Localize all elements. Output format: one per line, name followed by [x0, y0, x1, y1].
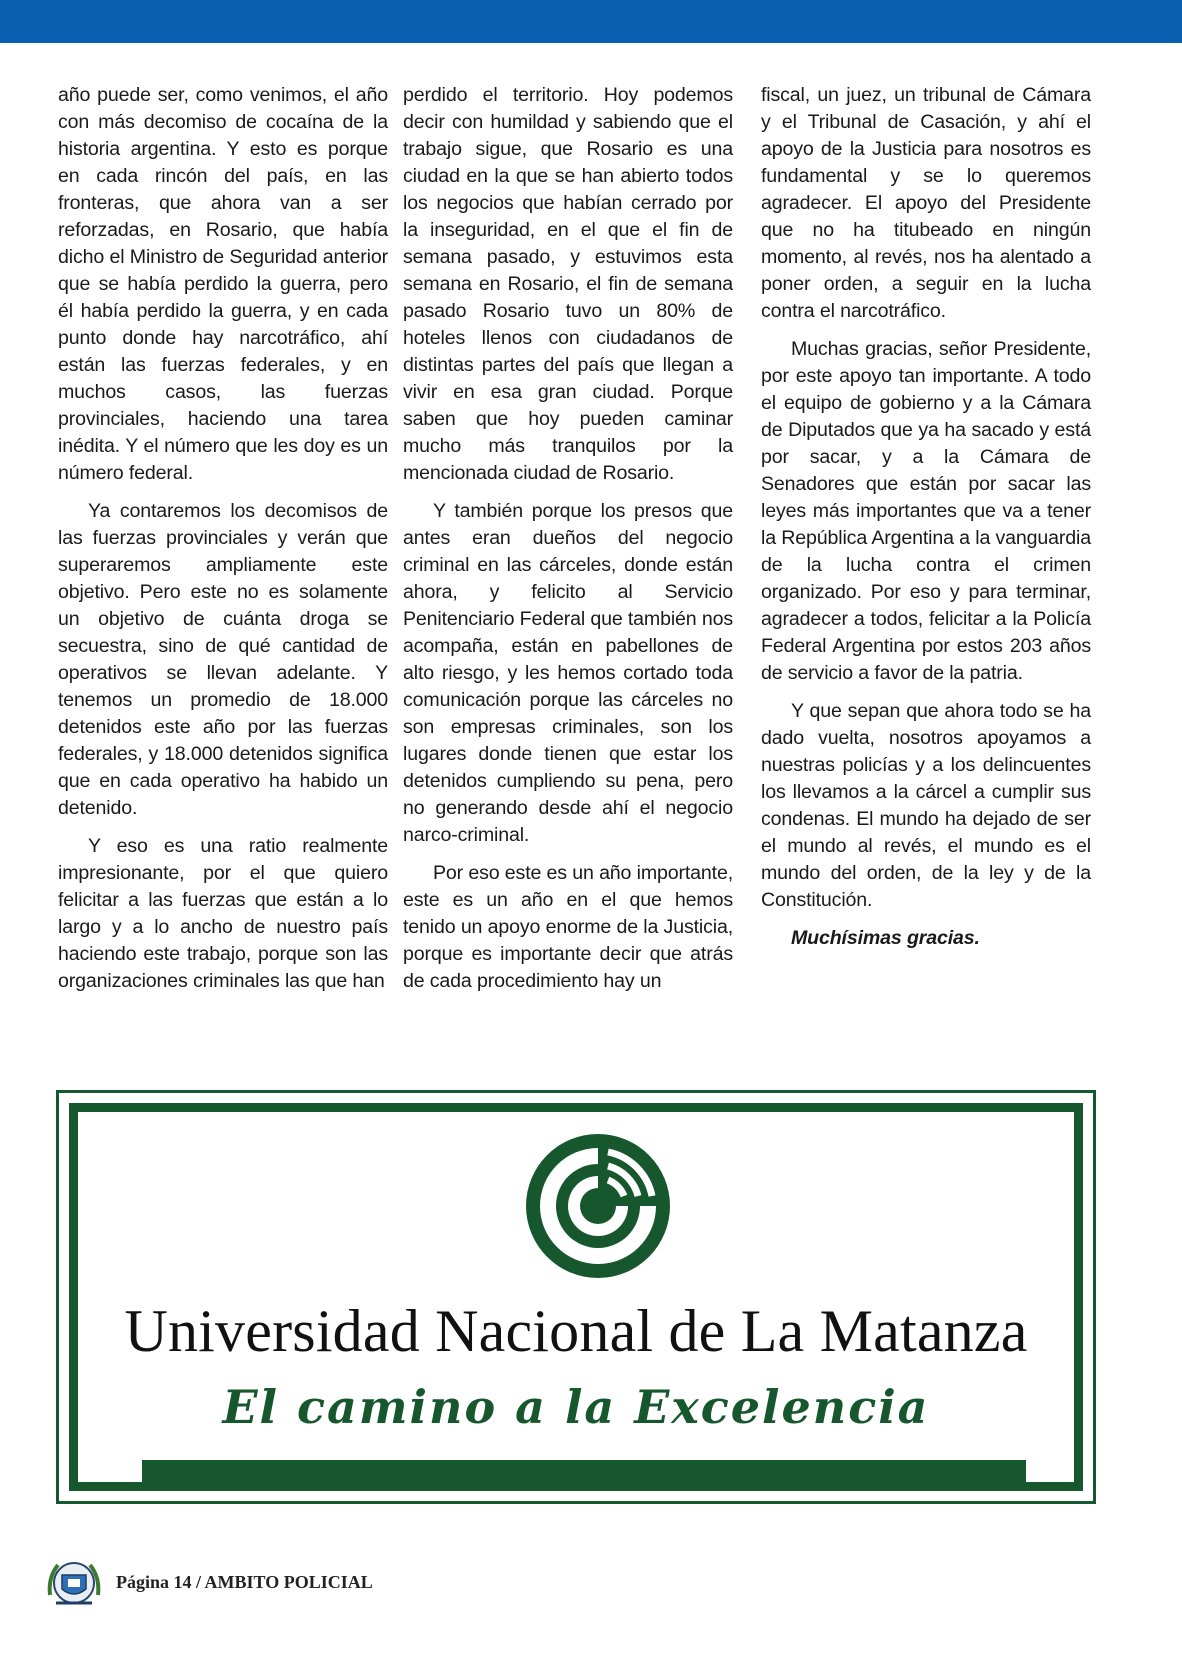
article-paragraph: fiscal, un juez, un tribunal de Cámara y el Tribunal de Casación, y ahí el apoyo de la Justicia para nosotros es fundamental y se lo queremos agradecer. El apoyo del Presidente que no ha titubeado en ningún momento, al revés, nos ha alentado a poner orden, a seguir en la lucha contra el narcotráfico. — [761, 84, 1091, 322]
ambito-policial-emblem-icon — [44, 1555, 104, 1611]
page-number-label: Página 14 / AMBITO POLICIAL — [116, 1572, 373, 1592]
top-blue-bar — [0, 0, 1182, 43]
article-paragraph: Y que sepan que ahora todo se ha dado vuelta, nosotros apoyamos a nuestras policías y a los delincuentes los llevamos a la cárcel a cumplir sus condenas. El mundo ha dejado de ser el mundo al revés, el mundo es el mundo del orden, de la ley y de la Constitución. — [761, 700, 1091, 911]
closing-signature: Muchísimas gracias. — [791, 927, 980, 949]
article-paragraph: Y también porque los presos que antes eran dueños del negocio criminal en las cárceles, donde están ahora, y felicito al Servicio Penitenciario Federal que también nos acompaña, están en pabellones de alto riesgo, y les hemos cortado toda comunicación porque las cárceles no son empresas criminales, son los lugares donde tienen que estar los detenidos cumpliendo su pena, pero no generando desde ahí el negocio narco-criminal. — [403, 500, 733, 846]
page-footer — [44, 1555, 444, 1611]
article-paragraph: Por eso este es un año importante, este es un año en el que hemos tenido un apoyo enorme de la Justicia, porque es importante decir que atrás de cada procedimiento hay un — [403, 862, 733, 992]
article-body — [58, 82, 1092, 1012]
university-ad — [56, 1090, 1096, 1504]
article-paragraph: Y eso es una ratio realmente impresionante, por el que quiero felicitar a las fuerzas que están a lo largo y a lo ancho de nuestro país haciendo este trabajo, porque son las organizaciones criminales las que han — [58, 835, 388, 992]
article-paragraph: Muchas gracias, señor Presidente, por este apoyo tan importante. A todo el equipo de gobierno y a la Cámara de Diputados que ya ha sacado y está por sacar, y a la Cámara de Senadores que están por sacar las leyes más importantes que va a tener la República Argentina a la vanguardia de la lucha contra el crimen organizado. Por eso y para terminar, agradecer a todos, felicitar a la Policía Federal Argentina por estos 203 años de servicio a favor de la patria. — [761, 338, 1091, 684]
article-paragraph: año puede ser, como venimos, el año con más decomiso de cocaína de la historia argentina. Y esto es porque en cada rincón del país, en las fronteras, que ahora van a ser reforzadas, en Rosario, que había dicho el Ministro de Seguridad anterior que se había perdido la guerra, pero él había perdido la guerra, y en cada punto donde hay narcotráfico, ahí están las fuerzas federales, y en muchos casos, las fuerzas provinciales, haciendo una tarea inédita. Y el número que les doy es un número federal. — [58, 84, 388, 484]
article-paragraph: perdido el territorio. Hoy podemos decir con humildad y sabiendo que el trabajo sigue, que Rosario es una ciudad en la que se han abierto todos los negocios que habían cerrado por la inseguridad, en el que el fin de semana pasado, y estuvimos esta semana en Rosario, el fin de semana pasado Rosario tuvo un 80% de hoteles llenos con ciudadanos de distintas partes del país que llegan a vivir en esa gran ciudad. Porque saben que hoy pueden caminar mucho más tranquilos por la mencionada ciudad de Rosario. — [403, 84, 733, 484]
ad-green-bar — [142, 1460, 1026, 1482]
ad-frame — [69, 1103, 1083, 1491]
university-name: Universidad Nacional de La Matanza — [124, 1298, 1028, 1364]
article-paragraph: Ya contaremos los decomisos de las fuerzas provinciales y verán que superaremos ampliamente este objetivo. Pero este no es solamente un objetivo de cuánta droga se secuestra, sino de qué cantidad de operativos se llevan adelante. Y tenemos un promedio de 18.000 detenidos este año por las fuerzas federales, y 18.000 detenidos significa que en cada operativo ha habido un detenido. — [58, 500, 388, 819]
article-column-1 — [58, 82, 388, 1006]
university-tagline: El camino a la Excelencia — [222, 1380, 930, 1434]
university-logo-icon — [524, 1132, 672, 1280]
article-column-3 — [761, 82, 1091, 963]
article-column-2 — [403, 82, 733, 1006]
